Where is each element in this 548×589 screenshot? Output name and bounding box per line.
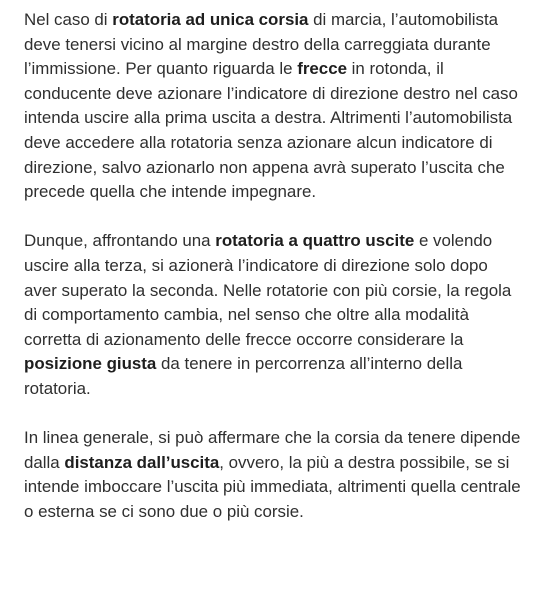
bold-term: rotatoria a quattro uscite bbox=[215, 231, 415, 251]
paragraph-lane-choice bbox=[24, 426, 524, 524]
bold-term: distanza dall’uscita bbox=[64, 452, 220, 472]
text-segment: da tenere in percorrenza all’interno della rotatoria. bbox=[24, 354, 463, 398]
text-segment: e volendo uscire alla terza, si azionerà l’indicatore di direzione solo dopo aver superato la seconda. Nelle rotatorie con più corsie, la regola di comportamento cambia, nel senso che oltre alla modalità corretta di azionamento delle frecce occorre considerare la bbox=[24, 231, 512, 349]
text-segment: in rotonda, il conducente deve azionare l’indicatore di direzione destro nel caso intenda uscire alla prima uscita a destra. Altrimenti l’automobilista deve accedere alla rotatoria senza azionare alcun indicatore di direzione, salvo azionarlo non appena avrà superato l’uscita che precede quella che intende impegnare. bbox=[24, 59, 518, 202]
text-segment: , ovvero, la più a destra possibile, se si intende imboccare l’uscita più immediata, altrimenti quella centrale o esterna se ci sono due o più corsie. bbox=[24, 452, 521, 521]
bold-term: frecce bbox=[297, 59, 347, 79]
bold-term: posizione giusta bbox=[24, 354, 157, 374]
text-segment: di marcia, l’automobilista deve tenersi vicino al margine destro della carreggiata durante l’immissione. Per quanto riguarda le bbox=[24, 10, 499, 79]
bold-term: rotatoria ad unica corsia bbox=[112, 10, 309, 29]
text-segment: Dunque, affrontando una bbox=[24, 231, 216, 251]
paragraph-single-lane-roundabout bbox=[24, 8, 524, 205]
paragraph-four-exit-roundabout bbox=[24, 229, 524, 401]
article-body bbox=[24, 8, 524, 524]
text-segment: In linea generale, si può affermare che la corsia da tenere dipende dalla bbox=[24, 428, 521, 472]
text-segment: Nel caso di bbox=[24, 10, 113, 29]
